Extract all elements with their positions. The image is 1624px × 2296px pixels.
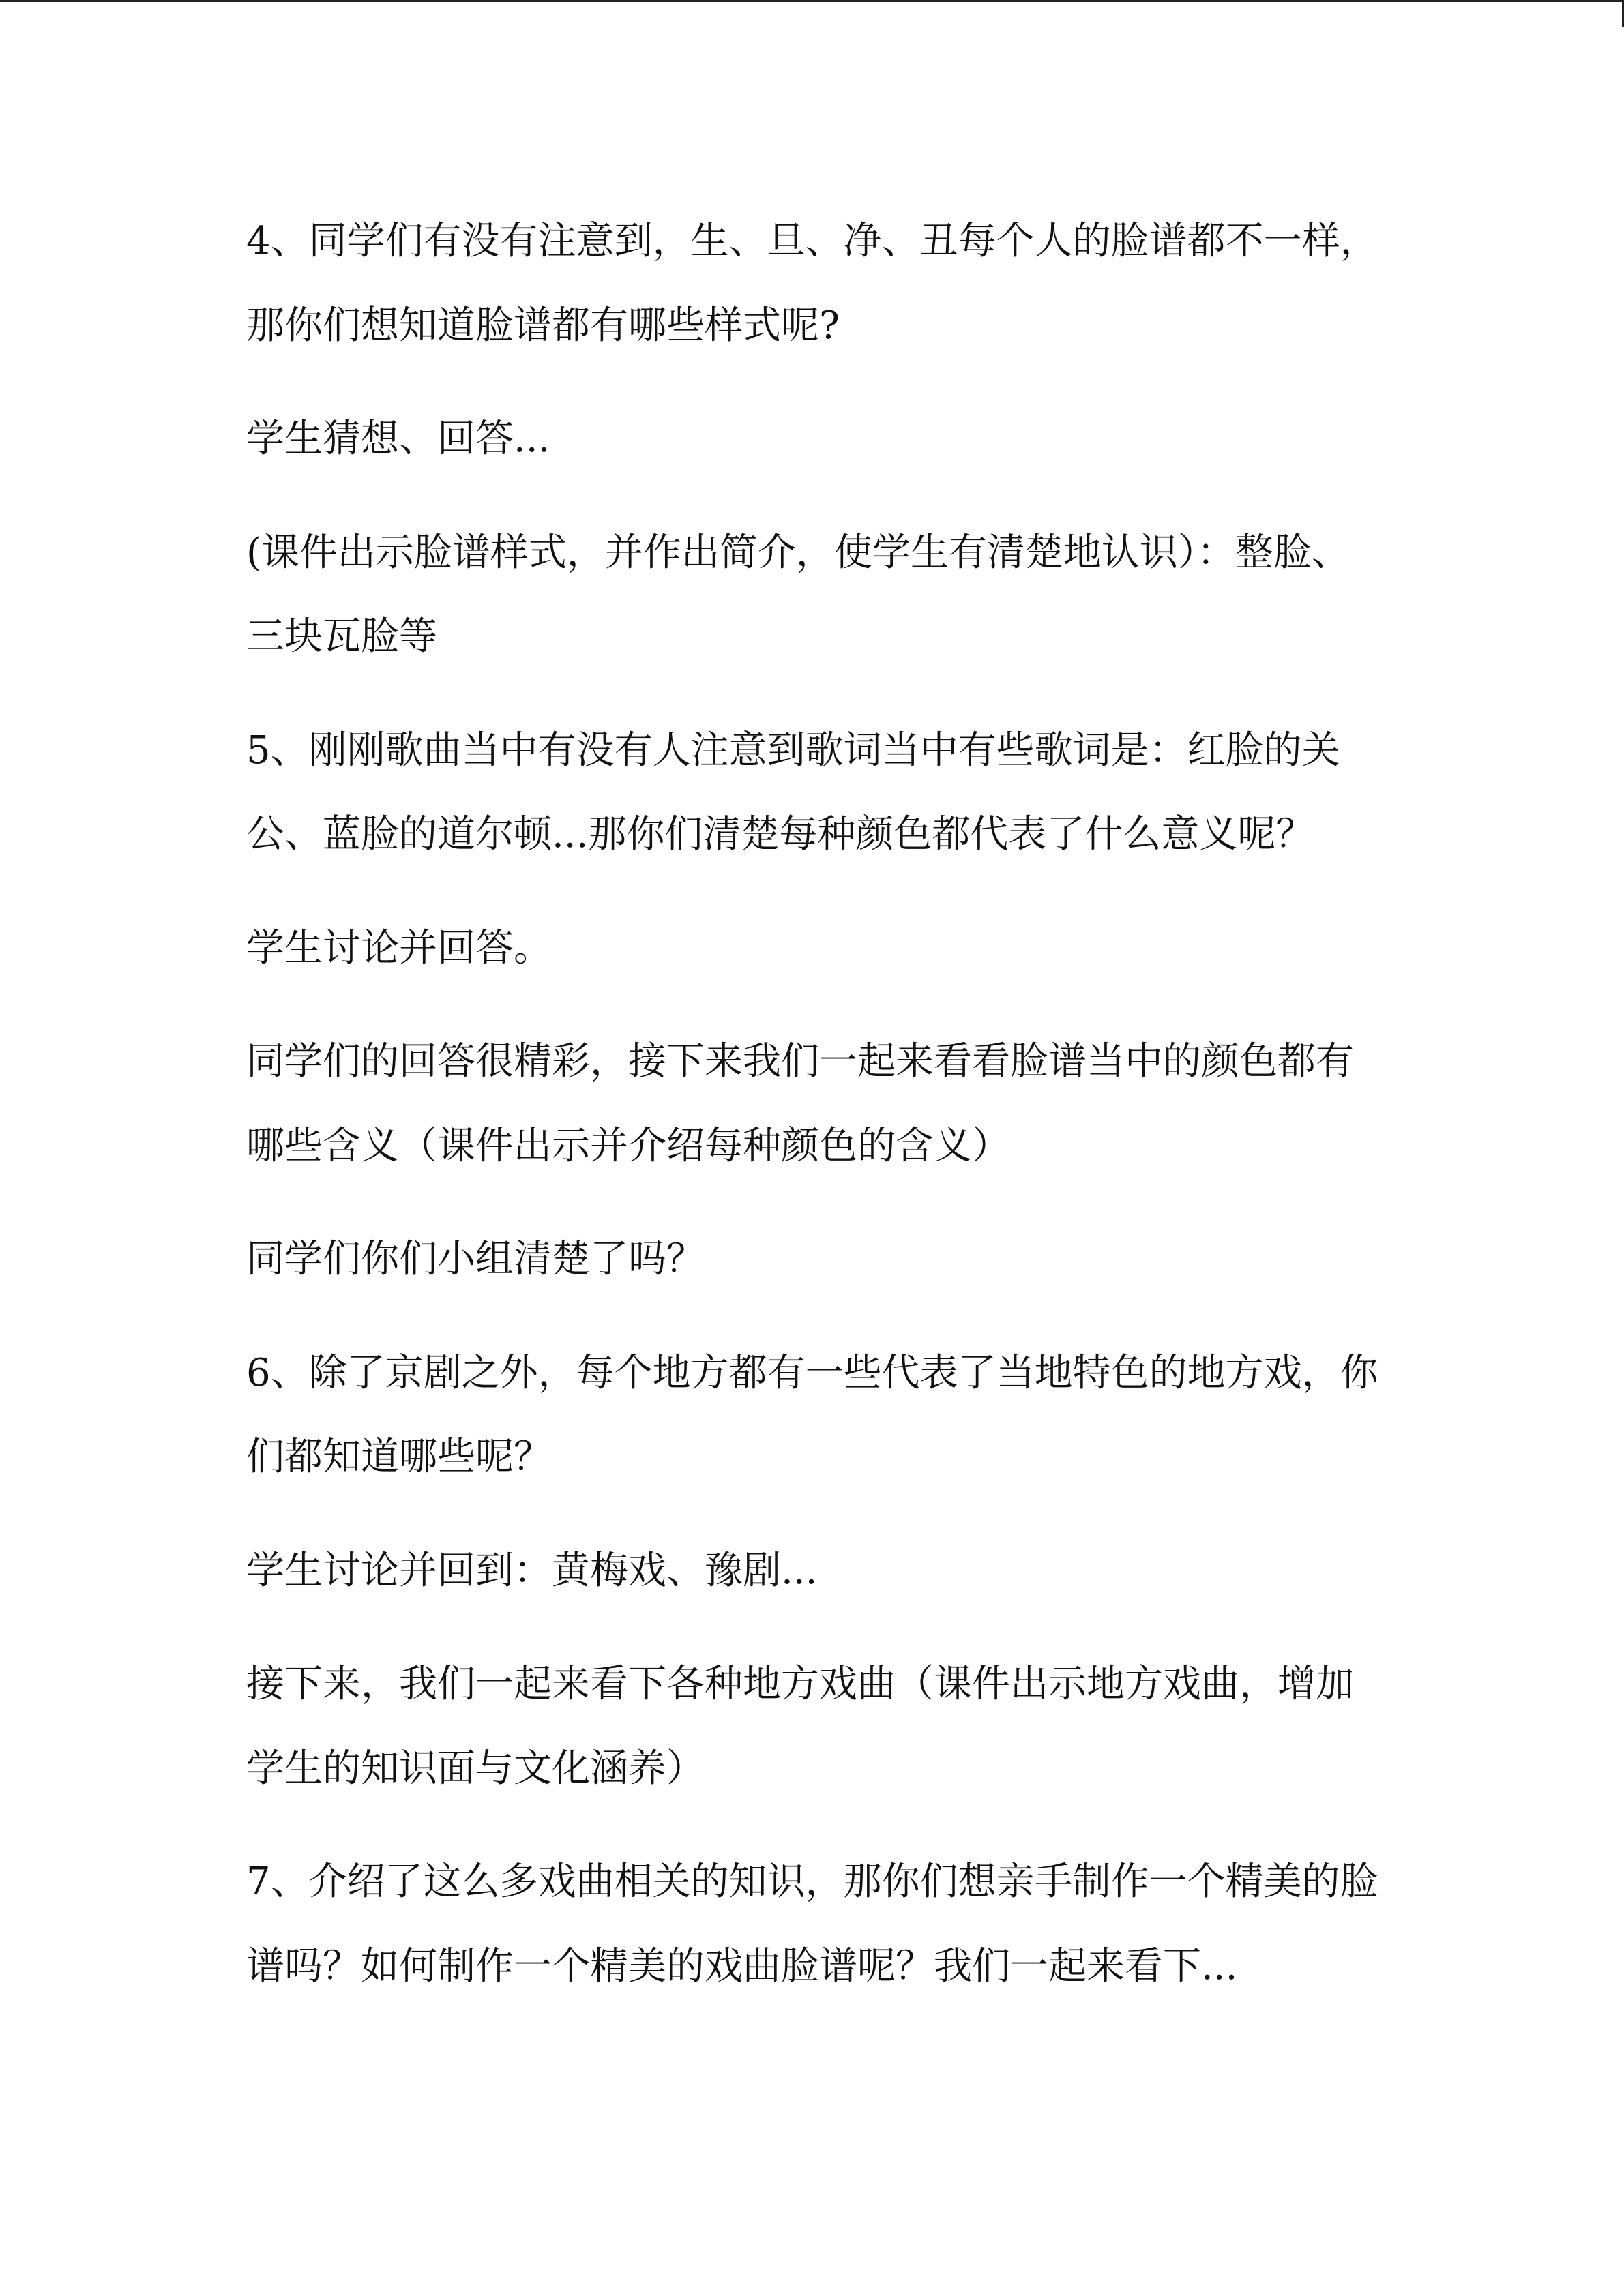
paragraph-courseware-note <box>246 511 1406 679</box>
paragraph-question-4 <box>246 199 1406 368</box>
document-body <box>246 199 1406 2038</box>
paragraph-question-7 <box>246 1840 1406 2008</box>
text-line: 4、同学们有没有注意到，生、旦、净、丑每个人的脸谱都不一样， <box>246 219 1378 263</box>
paragraph-student-answer <box>246 906 1406 991</box>
paragraph-local-opera <box>246 1642 1406 1810</box>
paragraph-color-meaning <box>246 1019 1406 1188</box>
paragraph-student-answer <box>246 397 1406 481</box>
page-top-border <box>0 0 1624 2</box>
text-line: 接下来，我们一起来看下各种地方戏曲（课件出示地方戏曲，增加 <box>246 1662 1354 1706</box>
text-line: 哪些含义（课件出示并介绍每种颜色的含义） <box>246 1123 1010 1168</box>
paragraph-question-5 <box>246 709 1406 877</box>
paragraph-student-answer <box>246 1529 1406 1613</box>
text-line: 公、蓝脸的道尔顿...那你们清楚每种颜色都代表了什么意义呢？ <box>246 812 1314 856</box>
text-line: 三块瓦脸等 <box>246 614 437 659</box>
text-line: 5、刚刚歌曲当中有没有人注意到歌词当中有些歌词是：红脸的关 <box>246 728 1340 773</box>
paragraph-group-check <box>246 1217 1406 1302</box>
text-line: 学生讨论并回到：黄梅戏、豫剧... <box>246 1548 818 1593</box>
text-line: 学生的知识面与文化涵养） <box>246 1746 705 1791</box>
paragraph-question-6 <box>246 1331 1406 1500</box>
text-line: 6、除了京剧之外，每个地方都有一些代表了当地特色的地方戏，你 <box>246 1350 1378 1395</box>
text-line: 们都知道哪些呢？ <box>246 1435 552 1479</box>
text-line: 学生讨论并回答。 <box>246 925 552 970</box>
text-line: 谱吗？如何制作一个精美的戏曲脸谱呢？我们一起来看下... <box>246 1943 1238 1988</box>
text-line: 学生猜想、回答... <box>246 417 550 461</box>
text-line: 7、介绍了这么多戏曲相关的知识，那你们想亲手制作一个精美的脸 <box>246 1860 1378 1904</box>
text-line: 同学们的回答很精彩，接下来我们一起来看看脸谱当中的颜色都有 <box>246 1039 1354 1084</box>
text-line: 那你们想知道脸谱都有哪些样式呢? <box>246 303 840 348</box>
text-line: (课件出示脸谱样式，并作出简介，使学生有清楚地认识）：整脸、 <box>246 530 1350 575</box>
text-line: 同学们你们小组清楚了吗？ <box>246 1237 705 1281</box>
